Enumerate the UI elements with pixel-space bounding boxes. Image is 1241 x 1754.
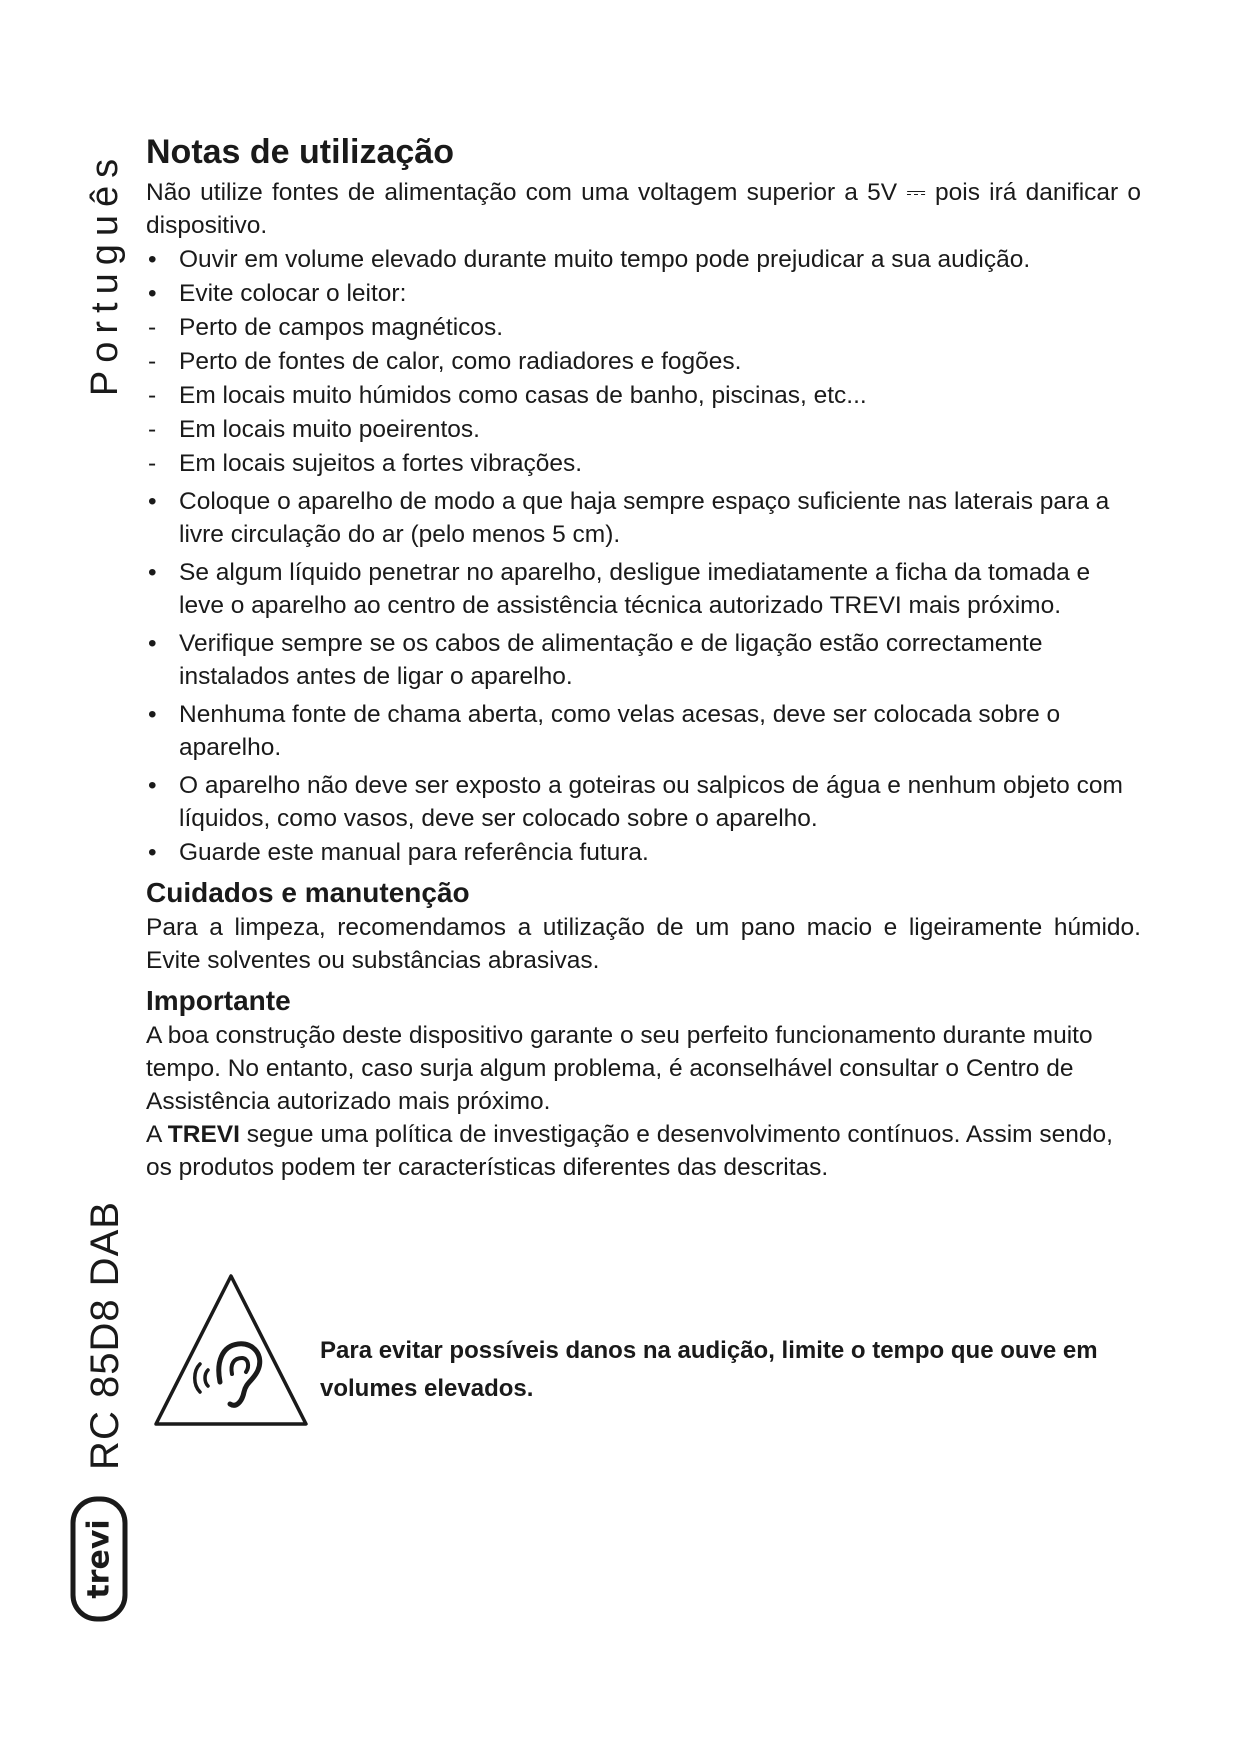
list-marker: • (148, 488, 157, 515)
hearing-warning-text: Para evitar possíveis danos na audição, limite o tempo que ouve em volumes elevados. (320, 1337, 1098, 1402)
list-marker: - (148, 348, 157, 375)
list-marker: - (148, 450, 157, 477)
list-item-text: Ouvir em volume elevado durante muito tempo pode prejudicar a sua audição. (179, 246, 1031, 273)
sidebar-language-label (83, 138, 129, 408)
important-paragraph-2 (146, 1118, 1141, 1184)
list-item-text: Guarde este manual para referência futura. (179, 839, 649, 866)
trevi-logo (70, 1496, 128, 1622)
list-item-text: Em locais muito poeirentos. (179, 416, 480, 443)
list-marker: - (148, 382, 157, 409)
list-item-text: Em locais sujeitos a fortes vibrações. (179, 450, 583, 477)
list-item (146, 413, 1141, 446)
list-item-text: Em locais muito húmidos como casas de banho, piscinas, etc... (179, 382, 867, 409)
care-title: Cuidados e manutenção (146, 877, 470, 908)
list-item (146, 485, 1141, 551)
usage-intro: Não utilize fontes de alimentação com uma voltagem superior a 5V ⎓ pois irá danificar o dispositivo. (146, 179, 1141, 239)
list-item (146, 556, 1141, 622)
list-marker: • (148, 246, 157, 273)
list-marker: • (148, 772, 157, 799)
list-marker: • (148, 839, 157, 866)
list-item-text: Verifique sempre se os cabos de alimentação e de ligação estão correctamente instalados antes de ligar o aparelho. (179, 630, 1043, 690)
list-item (146, 277, 1141, 310)
hearing-warning (150, 1270, 1150, 1450)
important-p2-rest: segue uma política de investigação e desenvolvimento contínuos. Assim sendo, os produtos podem ter características diferentes das descritas. (146, 1121, 1113, 1181)
care-text: Para a limpeza, recomendamos a utilização de um pano macio e ligeiramente húmido. Evite solventes ou substâncias abrasivas. (146, 914, 1141, 974)
list-marker: • (148, 701, 157, 728)
sidebar-model-label (80, 1190, 130, 1480)
list-item-text: Perto de campos magnéticos. (179, 314, 504, 341)
model-text: RC 85D8 DAB (82, 1200, 127, 1470)
important-p2-prefix: A (146, 1121, 168, 1148)
list-item-text: Coloque o aparelho de modo a que haja sempre espaço suficiente nas laterais para a livre circulação do ar (pelo menos 5 cm). (179, 488, 1110, 548)
list-item (146, 447, 1141, 480)
list-item (146, 243, 1141, 276)
list-item (146, 311, 1141, 344)
list-marker: - (148, 416, 157, 443)
list-item-text: Perto de fontes de calor, como radiadores e fogões. (179, 348, 742, 375)
list-marker: - (148, 314, 157, 341)
brand-name: TREVI (167, 1121, 240, 1148)
list-item-text: Nenhuma fonte de chama aberta, como velas acesas, deve ser colocada sobre o aparelho. (179, 701, 1061, 761)
list-marker: • (148, 280, 157, 307)
list-item (146, 345, 1141, 378)
list-marker: • (148, 559, 157, 586)
usage-list (146, 243, 1141, 869)
main-content (146, 130, 1141, 1184)
important-title: Importante (146, 985, 291, 1016)
list-marker: • (148, 630, 157, 657)
language-text: Português (84, 150, 127, 396)
important-paragraph-1: A boa construção deste dispositivo garante o seu perfeito funcionamento durante muito tempo. No entanto, caso surja algum problema, é aconselhável consultar o Centro de Assistência autorizado mais próximo. (146, 1022, 1093, 1115)
list-item-text: O aparelho não deve ser exposto a goteiras ou salpicos de água e nenhum objeto com líquidos, como vasos, deve ser colocado sobre o aparelho. (179, 772, 1123, 832)
list-item (146, 836, 1141, 869)
svg-text:trevi: trevi (81, 1519, 117, 1599)
list-item-text: Evite colocar o leitor: (179, 280, 407, 307)
list-item (146, 627, 1141, 693)
usage-title: Notas de utilização (146, 133, 454, 171)
list-item (146, 769, 1141, 835)
list-item-text: Se algum líquido penetrar no aparelho, desligue imediatamente a ficha da tomada e leve o aparelho ao centro de assistência técnica autorizado TREVI mais próximo. (179, 559, 1091, 619)
hearing-warning-icon (150, 1270, 312, 1430)
list-item (146, 379, 1141, 412)
list-item (146, 698, 1141, 764)
